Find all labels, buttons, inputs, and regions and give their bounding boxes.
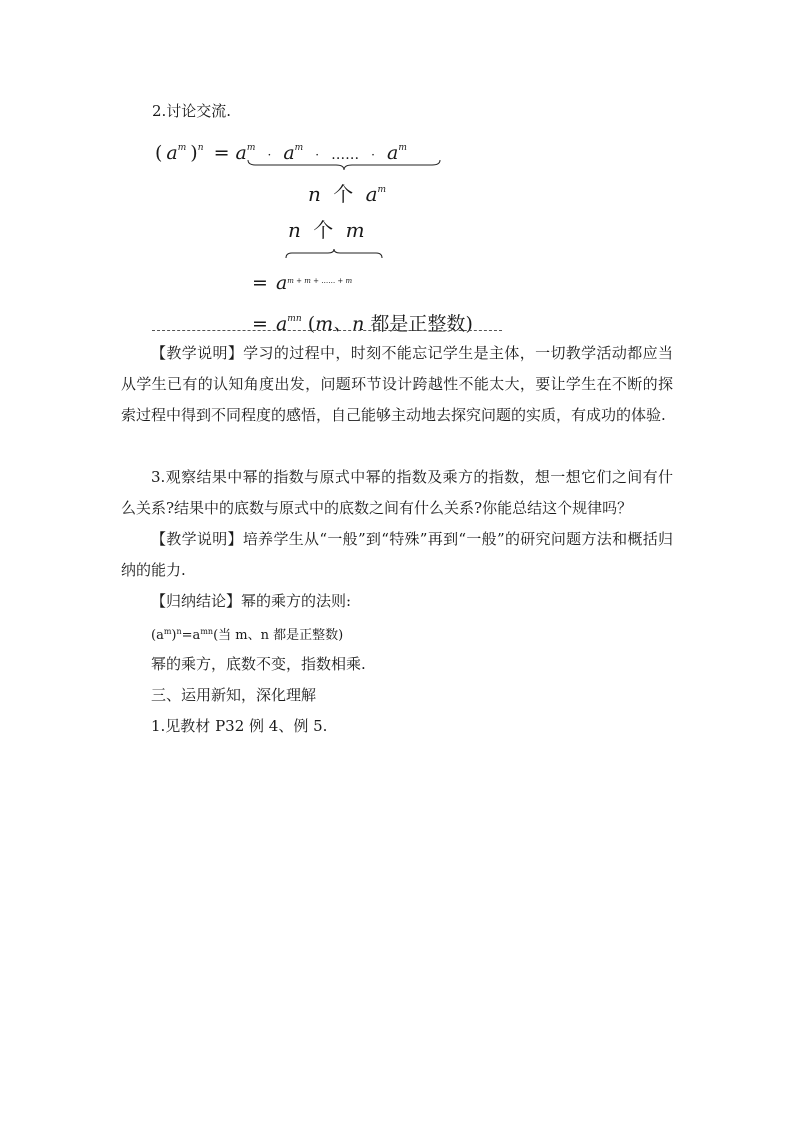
conclusion-heading: 【归纳结论】幂的乘方的法则:	[151, 592, 352, 610]
final-paren-open: (	[307, 313, 316, 335]
section-heading-3: 三、运用新知，深化理解	[151, 686, 317, 704]
rule-formula	[151, 622, 343, 646]
overbrace	[284, 248, 384, 260]
dot-2: ·	[315, 148, 320, 162]
lhs-base: a	[166, 142, 178, 164]
underbrace	[246, 158, 442, 172]
underbrace-ge: 个	[333, 182, 354, 206]
equals-sign-2: =	[252, 272, 268, 294]
dotted-rule	[152, 330, 502, 331]
rule-a: (a	[151, 628, 164, 643]
dot-1: ·	[267, 148, 272, 162]
section-heading-2: 2.讨论交流.	[152, 102, 232, 120]
lhs-outer-exponent: n	[197, 143, 204, 153]
dot-3: ·	[371, 148, 375, 162]
sum-base: a	[275, 272, 288, 294]
teaching-note-1: 【教学说明】学习的过程中，时刻不能忘记学生是主体，一切教学活动都应当从学生已有的认知角度出发，问题环节设计跨越性不能太大，要让学生在不断的探索过程中得到不同程度的感悟，自己能够主动地去探究问题的实质，有成功的体验.	[121, 344, 673, 424]
derivation-line-final	[252, 309, 473, 336]
term-n-base: a	[387, 142, 399, 164]
term-n-exp: m	[398, 143, 407, 153]
rule-mn: mn	[200, 627, 214, 636]
teaching-note-2: 【教学说明】培养学生从“一般”到“特殊”再到“一般”的研究问题方法和概括归纳的能力.	[121, 530, 673, 579]
paren-close: )	[190, 142, 198, 164]
final-cond-vars: m、n	[315, 313, 365, 335]
final-cond-text: 都是正整数	[370, 313, 466, 335]
overbrace-ge: 个	[313, 218, 334, 242]
ellipsis: ……	[331, 147, 360, 163]
underbrace-m: m	[377, 185, 387, 195]
rule-words: 幂的乘方，底数不变，指数相乘.	[151, 655, 366, 673]
rule-cond: (当 m、n 都是正整数)	[213, 628, 344, 643]
rule-eq: =a	[181, 628, 201, 643]
lhs-inner-exponent: m	[177, 143, 187, 153]
overbrace-label	[288, 214, 365, 243]
paren-open: (	[155, 142, 163, 164]
rule-m: m	[163, 627, 172, 636]
final-exponent: mn	[287, 314, 302, 324]
rule-n: n	[176, 627, 182, 636]
sum-exponent: m + m + …… + m	[287, 277, 353, 285]
term-2-exp: m	[294, 143, 304, 153]
overbrace-n: n	[288, 218, 301, 242]
term-2-base: a	[283, 142, 295, 164]
rule-close: )	[171, 628, 177, 643]
underbrace-label	[308, 178, 386, 207]
term-1-exp: m	[246, 143, 256, 153]
underbrace-n: n	[308, 182, 321, 206]
question-3: 3.观察结果中幂的指数与原式中幂的指数及乘方的指数，想一想它们之间有什么关系?结果中的底数与原式中的底数之间有什么关系?你能总结这个规律吗？	[121, 468, 673, 517]
overbrace-m: m	[345, 218, 365, 242]
equals-sign-3: =	[252, 313, 268, 335]
final-base: a	[275, 313, 288, 335]
derivation-line-sum	[252, 272, 352, 294]
equals-sign: =	[213, 142, 230, 164]
underbrace-a: a	[365, 182, 378, 206]
example-reference: 1.见教材 P32 例 4、例 5.	[151, 717, 328, 735]
final-paren-close: )	[465, 313, 473, 335]
term-1-base: a	[235, 142, 247, 164]
